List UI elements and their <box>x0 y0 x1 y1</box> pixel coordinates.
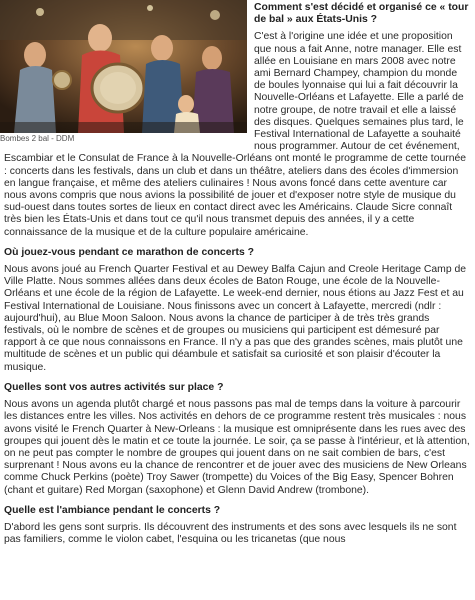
photo-caption: Bombes 2 bal - DDM <box>0 134 75 143</box>
question-heading: Quelles sont vos autres activités sur place ? <box>4 381 224 393</box>
answer-paragraph: C'est à l'origine une idée et une proposition que nous a fait Anne, notre manager. Elle est allée en Louisiane en mars 2008 avec notre ami Bernard Champey, champion du monde de boules lyonnaise qui lui a fait découvrir la Nouvelle-Orléans et Lafayette. Elle a parlé de notre groupe, de notre travail et elle a laissé des disques. Quelques semaines plus tard, le Festival International de Lafayette a souhaité nous programmer. Autour de cet événement, Escambiar et le Consulat de France à la Nouvelle-Orléans ont monté le programme de cette tournée : concerts dans les festivals, dans un club et dans un théâtre, ateliers dans des écoles d'immersion en langue française, et même des ateliers culinaires ! Nous avons foncé dans cette aventure car nous avons compris que nous avions la possibilité de jouer et d'exposer notre style de musique du sud-ouest dans toutes sortes de lieux en contact direct avec les Américains. Claude Sicre connaît très bien les États-Unis et dans tout ce qu'il nous transmet depuis des années, il y a cette connaissance de la musique et de la culture populaire américaine. <box>4 31 467 238</box>
bottom-fade <box>0 594 475 600</box>
question-heading: Comment s'est décidé et organisé ce « tour de bal » aux États-Unis ? <box>254 2 469 26</box>
question-heading: Où jouez-vous pendant ce marathon de concerts ? <box>4 246 254 258</box>
photo-float-spacer <box>4 2 254 151</box>
answer-paragraph: D'abord les gens sont surpris. Ils découvrent des instruments et des sons avec lesquels ils ne sont pas familiers, comme le violon cabet, l'esquina ou les tricanetas (que nous <box>4 521 457 546</box>
question-heading: Quelle est l'ambiance pendant le concerts ? <box>4 504 221 516</box>
answer-paragraph: Nous avons joué au French Quarter Festival et au Dewey Balfa Cajun and Creole Heritage Camp de Ville Platte. Nous sommes allées dans deux écoles de Baton Rouge, une école de la Nouvelle-Orléans et une école de la région de Lafayette. Le week-end dernier, nous étions au Jazz Fest et au Festival International de Louisiane. Nous finissons avec un concert à Lafayette, mercredi (ndlr : aujourd'hui), au Blue Moon Saloon. Nous avons la chance de participer à de très très grands festivals, où le nombre de scènes et de groupes ou musiciens qui participent est démesuré par rapport à ce que nous connaissons en France. Il n'y a pas que des grandes scènes, mais plutôt une multitude de scènes et un public qui déambule et satisfait sa curiosité et son plaisir d'écouter la musique. <box>4 264 467 373</box>
answer-paragraph: Nous avons un agenda plutôt chargé et nous passons pas mal de temps dans la voiture à parcourir les distances entre les villes. Nos activités en dehors de ce programme restent très musicales : nous avons visité le French Quarter à New-Orleans : la musique est omniprésente dans les rues avec des groupes qui jouent dès le matin et ce toute la journée. Le soir, ça se passe à l'intérieur, et là attention, on ne peut pas compter le nombre de groupes qui jouent dans on ne sait combien de bars, c'est surprenant ! Nous avons eu la chance de rencontrer et de jouer avec des musiciens de New Orleans comme Chuck Perkins (poète) Troy Sawer (trompette) du Voices of the Big Easy, Spencer Bohren (chant et guitare) Red Morgan (saxophone) et Glenn David Andrew (trombone). <box>4 399 470 496</box>
interview-body <box>4 2 471 554</box>
